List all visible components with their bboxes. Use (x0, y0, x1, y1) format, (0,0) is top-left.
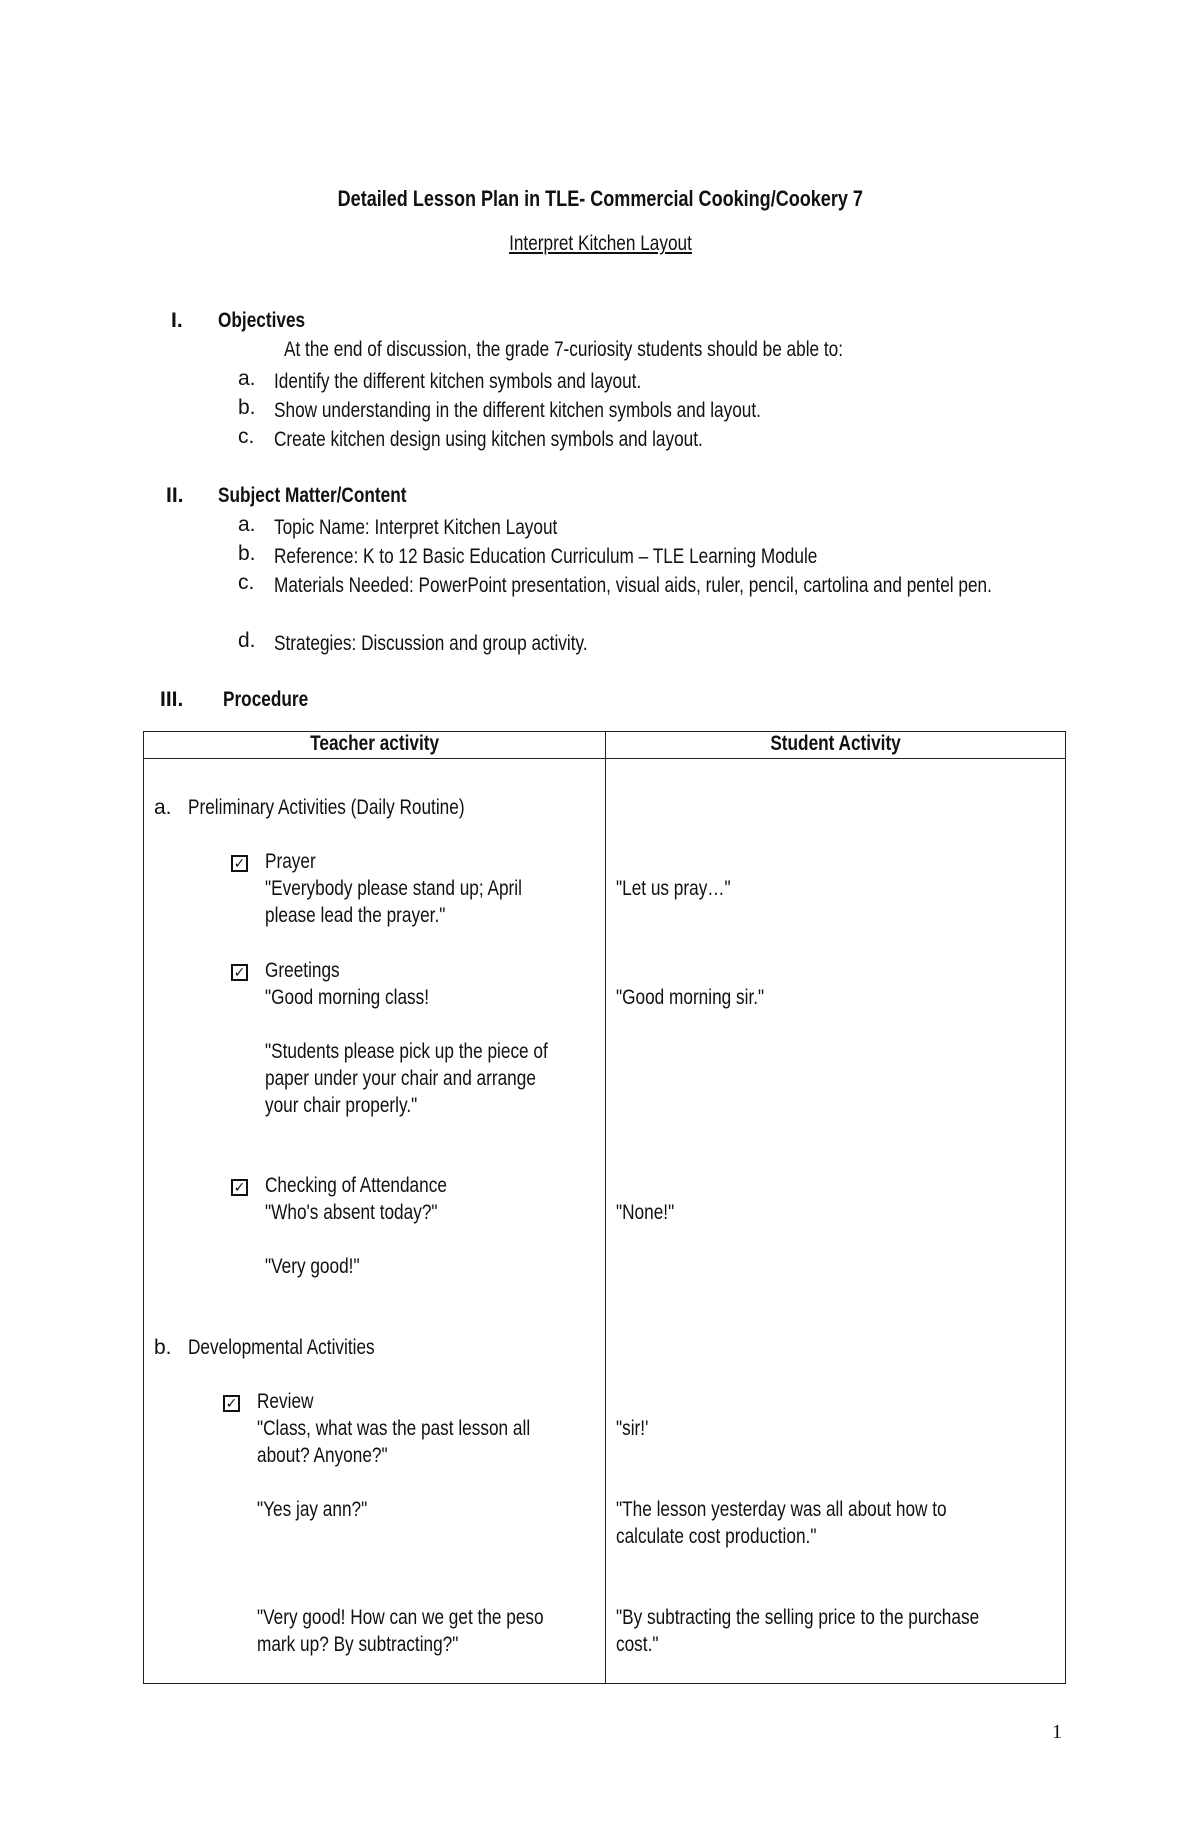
document-subtitle: Interpret Kitchen Layout (508, 232, 692, 255)
very-good-text: "Very good!" (265, 1255, 360, 1278)
student-subtract-text: "By subtracting the selling price to the purchase (616, 1606, 980, 1629)
document-title: Detailed Lesson Plan in TLE- Commercial Cooking/Cookery 7 (337, 186, 863, 211)
prayer-text: "Everybody please stand up; April (265, 877, 522, 900)
prayer-text: please lead the prayer." (265, 904, 446, 927)
review-label: Review (257, 1390, 314, 1413)
dev-title: Developmental Activities (188, 1336, 375, 1359)
teacher-activity-cell (144, 759, 606, 1684)
student-lesson-text: calculate cost production." (616, 1525, 817, 1548)
checkbox-checked-icon: ✓ (231, 1179, 248, 1196)
student-lesson-text: "The lesson yesterday was all about how to (616, 1498, 947, 1521)
checkbox-checked-icon: ✓ (231, 855, 248, 872)
student-none-text: "None!" (616, 1201, 675, 1224)
student-sir-text: "sir!' (616, 1417, 649, 1440)
markup-text: mark up? By subtracting?" (257, 1633, 459, 1656)
pickup-text: "Students please pick up the piece of (265, 1040, 548, 1063)
student-activity-header: Student Activity (606, 732, 1066, 759)
page-number: 1 (1052, 1721, 1062, 1743)
greetings-label: Greetings (265, 959, 340, 982)
checkbox-checked-icon: ✓ (231, 964, 248, 981)
objectives-intro: At the end of discussion, the grade 7-curiosity students should be able to: (284, 338, 844, 361)
procedure-table (143, 731, 1066, 1684)
review-text: about? Anyone?" (257, 1444, 388, 1467)
checkbox-checked-icon: ✓ (223, 1395, 240, 1412)
markup-text: "Very good! How can we get the peso (257, 1606, 544, 1629)
teacher-activity-header: Teacher activity (144, 732, 606, 759)
student-pray-text: "Let us pray…" (616, 877, 731, 900)
pickup-text: your chair properly." (265, 1094, 418, 1117)
prelim-title: Preliminary Activities (Daily Routine) (188, 796, 465, 819)
attendance-text: "Who's absent today?" (265, 1201, 438, 1224)
student-subtract-text: cost." (616, 1633, 659, 1656)
attendance-label: Checking of Attendance (265, 1174, 447, 1197)
review-text: "Class, what was the past lesson all (257, 1417, 531, 1440)
yes-jay-text: "Yes jay ann?" (257, 1498, 368, 1521)
prayer-label: Prayer (265, 850, 316, 873)
student-good-morning-text: "Good morning sir." (616, 986, 765, 1009)
greetings-text: "Good morning class! (265, 986, 430, 1009)
pickup-text: paper under your chair and arrange (265, 1067, 536, 1090)
prelim-letter: a. (154, 796, 172, 819)
dev-letter: b. (154, 1336, 172, 1359)
student-activity-cell (606, 759, 1066, 1684)
document-page: Detailed Lesson Plan in TLE- Commercial Cooking/Cookery 7 Interpret Kitchen Layout I. Objectives At the end of discussion, the grade 7-curiosity students should be able to: a. Identify the different kitchen symbols and layout. b. Show understanding in the different kitchen symbols and layout. c. Create kitchen design using kitchen symbols and layout. II. Subject Matter/Content a. Topic Name: Interpret Kitchen Layout b. Reference: K to 12 Basic Education Curriculum – TLE Learning Module c. Materials Needed: PowerPoint presentation, visual aids, ruler, pencil, cartolina and pentel pen. d. Strategies: Discussion and group activity. III. Procedure Teacher activity Student Activity a. Preliminary Activities (Daily Routine) ✓ Prayer "Everybody please stand up; April please lead the prayer." ✓ Greetings "Good morning class! "Students please pick up the piece of paper under your chair and arrange your chair properly." ✓ Checking of Attendance "Who's absent today?" "Very good!" b. Developmental Activities ✓ Review "Class, what was the past lesson all about? Anyone?" "Yes jay ann?" "Very good! How can we get the peso mark up? By subtracting?" "Let us pray…" "Good morning sir." "None!" "sir!' "The lesson yesterday was all about how to calculate cost production." "By subtracting the selling price to the purchase cost." 1 (0, 0, 1200, 1835)
